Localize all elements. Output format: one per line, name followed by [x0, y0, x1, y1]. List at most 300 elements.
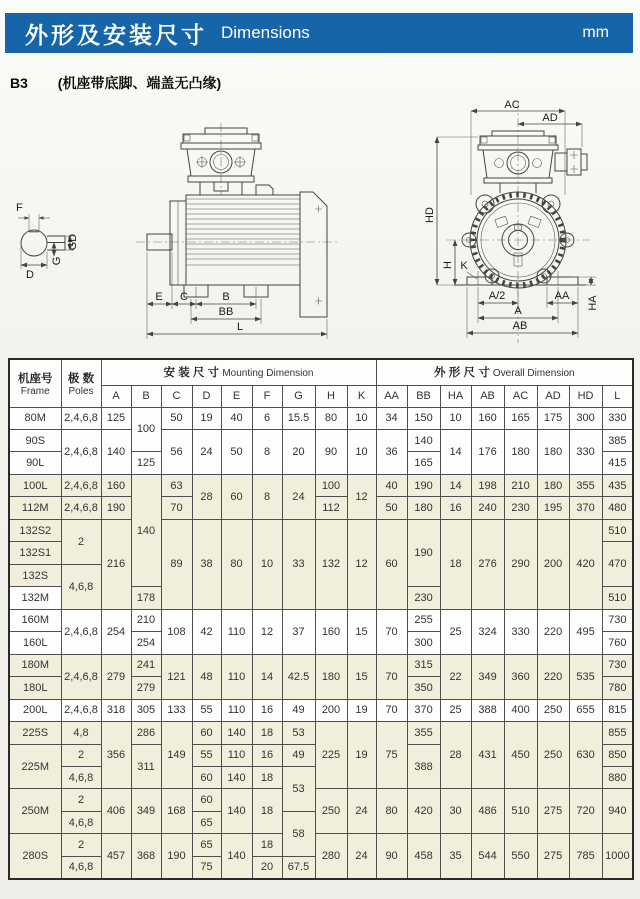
dim-cell: 2,4,6,8	[61, 474, 101, 496]
dim-cell: 110	[221, 744, 252, 766]
dim-label-b: B	[222, 291, 230, 303]
dim-cell: 50	[376, 497, 407, 519]
dim-cell: 132S1	[9, 542, 61, 564]
dim-cell: 730	[602, 654, 633, 676]
col-header-D: D	[192, 385, 221, 407]
dim-label-f: F	[16, 202, 23, 214]
dim-cell: 36	[376, 429, 407, 474]
dimensions-table	[8, 358, 634, 880]
dim-cell: 149	[161, 722, 192, 789]
dim-cell: 22	[440, 654, 471, 699]
mounting-type-subtitle	[10, 73, 221, 93]
dim-cell: 730	[602, 609, 633, 631]
dim-cell: 24	[347, 834, 376, 879]
dim-cell: 2	[61, 519, 101, 564]
dim-cell: 42	[192, 609, 221, 654]
col-header-BB: BB	[407, 385, 440, 407]
col-header-L: L	[602, 385, 633, 407]
dim-cell: 49	[282, 699, 315, 721]
dim-cell: 180	[537, 474, 569, 496]
dim-cell: 14	[252, 654, 282, 699]
group-header-overall: 外 形 尺 寸 Overall Dimension	[376, 359, 633, 385]
dim-cell: 279	[131, 677, 161, 699]
mounting-code: B3	[10, 75, 28, 91]
col-header-AD: AD	[537, 385, 569, 407]
dim-cell: 90	[315, 429, 347, 474]
dim-cell: 855	[602, 722, 633, 744]
dim-cell: 18	[252, 834, 282, 856]
dim-cell: 2	[61, 744, 101, 766]
dim-cell: 510	[504, 789, 537, 834]
dim-cell: 110	[221, 609, 252, 654]
dim-cell: 8	[252, 474, 282, 519]
dim-cell: 785	[569, 834, 602, 879]
dim-cell: 112M	[9, 497, 61, 519]
col-header-E: E	[221, 385, 252, 407]
dim-cell: 160	[101, 474, 131, 496]
col-header-K: K	[347, 385, 376, 407]
dim-cell: 495	[569, 609, 602, 654]
dim-cell: 2,4,6,8	[61, 497, 101, 519]
dim-cell: 2	[61, 834, 101, 856]
dim-label-ha: HA	[587, 295, 599, 311]
dim-cell: 225S	[9, 722, 61, 744]
dim-cell: 168	[161, 789, 192, 834]
dim-cell: 254	[131, 632, 161, 654]
dim-cell: 180	[407, 497, 440, 519]
dim-cell: 630	[569, 722, 602, 789]
dim-cell: 305	[131, 699, 161, 721]
dim-cell: 780	[602, 677, 633, 699]
dim-label-hd: HD	[424, 207, 436, 223]
dim-label-k: K	[460, 260, 468, 272]
dim-cell: 360	[504, 654, 537, 699]
dim-cell: 12	[347, 519, 376, 609]
dim-cell: 200	[315, 699, 347, 721]
dim-cell: 850	[602, 744, 633, 766]
dim-cell: 90S	[9, 429, 61, 451]
dim-cell: 431	[471, 722, 504, 789]
dim-cell: 70	[376, 609, 407, 654]
dim-cell: 70	[376, 654, 407, 699]
dim-cell: 190	[101, 497, 131, 519]
dim-cell: 406	[101, 789, 131, 834]
dim-cell: 4,6,8	[61, 856, 101, 879]
dim-cell: 125	[101, 407, 131, 429]
dim-cell: 15.5	[282, 407, 315, 429]
dim-cell: 56	[161, 429, 192, 474]
group-header-mounting: 安 装 尺 寸 Mounting Dimension	[101, 359, 376, 385]
dim-label-aa: AA	[554, 290, 570, 302]
table-row	[9, 407, 633, 429]
dim-cell: 480	[602, 497, 633, 519]
dim-cell: 165	[504, 407, 537, 429]
dim-cell: 100L	[9, 474, 61, 496]
dim-cell: 75	[192, 856, 221, 879]
col-header-F: F	[252, 385, 282, 407]
dim-cell: 315	[407, 654, 440, 676]
dim-cell: 65	[192, 811, 221, 833]
table-row	[9, 722, 633, 744]
dim-cell: 250	[537, 722, 569, 789]
dim-cell: 2,4,6,8	[61, 609, 101, 654]
dim-cell: 58	[282, 811, 315, 856]
table-row	[9, 654, 633, 676]
dim-label-a: A	[514, 305, 522, 317]
dim-cell: 89	[161, 519, 192, 609]
dim-cell: 14	[440, 429, 471, 474]
dim-label-l: L	[236, 321, 244, 333]
dim-cell: 350	[407, 677, 440, 699]
unit-label: mm	[582, 24, 609, 41]
dim-cell: 90	[376, 834, 407, 879]
table-row	[9, 474, 633, 496]
dim-cell: 140	[221, 789, 252, 834]
dim-cell: 355	[569, 474, 602, 496]
dim-cell: 457	[101, 834, 131, 879]
dim-label-e: E	[155, 291, 163, 303]
dim-cell: 67.5	[282, 856, 315, 879]
dim-cell: 240	[471, 497, 504, 519]
dim-cell: 349	[131, 789, 161, 834]
dim-cell: 420	[407, 789, 440, 834]
dim-cell: 311	[131, 744, 161, 789]
dim-cell: 250	[537, 699, 569, 721]
dim-cell: 110	[221, 699, 252, 721]
dim-cell: 150	[407, 407, 440, 429]
dim-label-ad: AD	[542, 112, 558, 124]
dim-cell: 535	[569, 654, 602, 699]
dim-cell: 2,4,6,8	[61, 407, 101, 429]
dim-cell: 290	[504, 519, 537, 609]
col-header-A: A	[101, 385, 131, 407]
table-row	[9, 834, 633, 856]
dim-cell: 220	[537, 609, 569, 654]
dim-cell: 19	[347, 722, 376, 789]
dim-cell: 230	[504, 497, 537, 519]
front-view-dimensions	[424, 99, 599, 338]
dim-label-c: C	[180, 291, 188, 303]
dim-cell: 80	[221, 519, 252, 609]
table-row	[9, 497, 633, 519]
dim-cell: 175	[537, 407, 569, 429]
dim-cell: 458	[407, 834, 440, 879]
dim-cell: 2,4,6,8	[61, 699, 101, 721]
dim-cell: 2,4,6,8	[61, 654, 101, 699]
dim-cell: 60	[221, 474, 252, 519]
table-row	[9, 609, 633, 631]
dim-cell: 140	[221, 834, 252, 879]
dim-cell: 24	[282, 474, 315, 519]
dim-cell: 10	[347, 429, 376, 474]
dim-cell: 100	[131, 407, 161, 452]
dim-cell: 70	[161, 497, 192, 519]
dim-cell: 80	[376, 789, 407, 834]
dim-cell: 140	[101, 429, 131, 474]
dim-cell: 2	[61, 789, 101, 811]
dim-cell: 60	[192, 789, 221, 811]
motor-front-view-drawing	[400, 95, 635, 350]
col-header-frame: 机座号 Frame	[9, 359, 61, 407]
dim-cell: 16	[252, 744, 282, 766]
dim-cell: 4,6,8	[61, 767, 101, 789]
dim-cell: 165	[407, 452, 440, 474]
col-header-G: G	[282, 385, 315, 407]
dim-cell: 275	[537, 789, 569, 834]
col-header-AC: AC	[504, 385, 537, 407]
dim-cell: 8	[252, 429, 282, 474]
dim-cell: 180	[537, 429, 569, 474]
dim-cell: 210	[504, 474, 537, 496]
col-header-AA: AA	[376, 385, 407, 407]
dim-cell: 180L	[9, 677, 61, 699]
dim-cell: 178	[131, 587, 161, 609]
dim-cell: 34	[376, 407, 407, 429]
dim-cell: 132M	[9, 587, 61, 609]
dim-cell: 370	[407, 699, 440, 721]
dim-cell: 55	[192, 744, 221, 766]
dim-cell: 10	[440, 407, 471, 429]
dim-cell: 60	[192, 722, 221, 744]
dim-cell: 370	[569, 497, 602, 519]
dim-cell: 180	[315, 654, 347, 699]
dim-cell: 40	[221, 407, 252, 429]
dim-cell: 225M	[9, 744, 61, 789]
dim-cell: 42.5	[282, 654, 315, 699]
motor-side-view-drawing	[10, 95, 365, 350]
dim-cell: 38	[192, 519, 221, 609]
dim-cell: 132S2	[9, 519, 61, 541]
dim-cell: 1000	[602, 834, 633, 879]
dim-cell: 330	[602, 407, 633, 429]
dim-cell: 210	[131, 609, 161, 631]
dim-cell: 140	[221, 722, 252, 744]
dim-cell: 132S	[9, 564, 61, 586]
col-header-poles: 极 数 Poles	[61, 359, 101, 407]
col-header-B: B	[131, 385, 161, 407]
dim-cell: 435	[602, 474, 633, 496]
dim-cell: 279	[101, 654, 131, 699]
dim-label-d: D	[26, 269, 34, 281]
dim-cell: 180	[504, 429, 537, 474]
dim-label-a-half: A/2	[488, 290, 506, 302]
dim-cell: 760	[602, 632, 633, 654]
dim-cell: 160	[315, 609, 347, 654]
dim-cell: 198	[471, 474, 504, 496]
dim-cell: 190	[407, 519, 440, 586]
dim-cell: 4,6,8	[61, 811, 101, 833]
dim-cell: 225	[315, 722, 347, 789]
dim-cell: 160L	[9, 632, 61, 654]
motor-side-body	[136, 123, 340, 317]
dim-cell: 28	[440, 722, 471, 789]
dim-cell: 318	[101, 699, 131, 721]
dim-cell: 330	[569, 429, 602, 474]
dim-cell: 140	[407, 429, 440, 451]
dim-cell: 18	[252, 722, 282, 744]
dim-cell: 10	[252, 519, 282, 609]
dim-cell: 132	[315, 519, 347, 609]
dim-cell: 388	[471, 699, 504, 721]
dim-cell: 385	[602, 429, 633, 451]
dim-cell: 133	[161, 699, 192, 721]
table-row	[9, 429, 633, 451]
dim-cell: 12	[347, 474, 376, 519]
col-header-C: C	[161, 385, 192, 407]
dim-cell: 200L	[9, 699, 61, 721]
dim-cell: 16	[440, 497, 471, 519]
dim-cell: 368	[131, 834, 161, 879]
dim-cell: 160M	[9, 609, 61, 631]
dim-cell: 388	[407, 744, 440, 789]
dim-cell: 65	[192, 834, 221, 856]
dim-cell: 63	[161, 474, 192, 496]
col-header-AB: AB	[471, 385, 504, 407]
dim-cell: 16	[252, 699, 282, 721]
dim-cell: 510	[602, 519, 633, 541]
dim-cell: 49	[282, 744, 315, 766]
dim-cell: 300	[569, 407, 602, 429]
dim-cell: 450	[504, 722, 537, 789]
dim-cell: 200	[537, 519, 569, 609]
dim-cell: 216	[101, 519, 131, 609]
dim-cell: 2,4,6,8	[61, 429, 101, 474]
dim-cell: 190	[161, 834, 192, 879]
dim-cell: 195	[537, 497, 569, 519]
dim-cell: 550	[504, 834, 537, 879]
title-bar	[5, 13, 633, 53]
dim-cell: 160	[471, 407, 504, 429]
shaft-key-detail	[16, 202, 79, 281]
dim-cell: 176	[471, 429, 504, 474]
dim-cell: 19	[192, 407, 221, 429]
dim-cell: 121	[161, 654, 192, 699]
dim-cell: 280S	[9, 834, 61, 879]
col-header-H: H	[315, 385, 347, 407]
dim-cell: 415	[602, 452, 633, 474]
dim-cell: 20	[252, 856, 282, 879]
dim-cell: 90L	[9, 452, 61, 474]
dim-label-gd: GD	[67, 233, 79, 251]
dim-cell: 250	[315, 789, 347, 834]
dim-cell: 28	[192, 474, 221, 519]
dim-cell: 510	[602, 587, 633, 609]
dim-cell: 70	[376, 699, 407, 721]
dim-cell: 6	[252, 407, 282, 429]
dim-label-ac: AC	[504, 99, 520, 111]
dim-cell: 20	[282, 429, 315, 474]
dim-cell: 24	[192, 429, 221, 474]
dim-cell: 12	[252, 609, 282, 654]
dim-cell: 324	[471, 609, 504, 654]
dim-cell: 4,6,8	[61, 564, 101, 609]
dim-cell: 276	[471, 519, 504, 609]
dim-cell: 75	[376, 722, 407, 789]
table-row	[9, 519, 633, 541]
dim-cell: 355	[407, 722, 440, 744]
dim-cell: 140	[131, 474, 161, 586]
dim-cell: 40	[376, 474, 407, 496]
dim-cell: 14	[440, 474, 471, 496]
dim-label-ab: AB	[512, 320, 528, 332]
dim-cell: 53	[282, 722, 315, 744]
dim-cell: 112	[315, 497, 347, 519]
dim-label-bb: BB	[218, 306, 234, 318]
dim-cell: 19	[347, 699, 376, 721]
dim-cell: 300	[407, 632, 440, 654]
dim-cell: 60	[376, 519, 407, 609]
dim-cell: 255	[407, 609, 440, 631]
dim-cell: 470	[602, 542, 633, 587]
dim-cell: 108	[161, 609, 192, 654]
dim-cell: 55	[192, 699, 221, 721]
dim-cell: 15	[347, 654, 376, 699]
dim-cell: 655	[569, 699, 602, 721]
dim-cell: 25	[440, 609, 471, 654]
dim-cell: 80	[315, 407, 347, 429]
dim-cell: 349	[471, 654, 504, 699]
dim-label-g: G	[51, 256, 63, 266]
dim-cell: 30	[440, 789, 471, 834]
dim-cell: 241	[131, 654, 161, 676]
dim-cell: 18	[252, 789, 282, 834]
dim-cell: 420	[569, 519, 602, 609]
dim-cell: 286	[131, 722, 161, 744]
dim-cell: 880	[602, 767, 633, 789]
dim-cell: 4,8	[61, 722, 101, 744]
dim-cell: 60	[192, 767, 221, 789]
col-header-HD: HD	[569, 385, 602, 407]
dim-cell: 80M	[9, 407, 61, 429]
dim-cell: 486	[471, 789, 504, 834]
dim-cell: 18	[440, 519, 471, 609]
dim-label-h: H	[442, 261, 454, 269]
dim-cell: 33	[282, 519, 315, 609]
dim-cell: 37	[282, 609, 315, 654]
dim-cell: 230	[407, 587, 440, 609]
dim-cell: 18	[252, 767, 282, 789]
dim-cell: 100	[315, 474, 347, 496]
col-header-HA: HA	[440, 385, 471, 407]
dim-cell: 275	[537, 834, 569, 879]
dim-cell: 280	[315, 834, 347, 879]
dim-cell: 180M	[9, 654, 61, 676]
dim-cell: 190	[407, 474, 440, 496]
dim-cell: 50	[161, 407, 192, 429]
mounting-description: (机座带底脚、端盖无凸缘)	[57, 75, 222, 91]
dim-cell: 940	[602, 789, 633, 834]
dim-cell: 254	[101, 609, 131, 654]
page-title-cn: 外形及安装尺寸	[25, 21, 207, 48]
dim-cell: 50	[221, 429, 252, 474]
table-row	[9, 699, 633, 721]
page-title-en: Dimensions	[221, 23, 310, 42]
dim-cell: 544	[471, 834, 504, 879]
dim-cell: 15	[347, 609, 376, 654]
dim-cell: 25	[440, 699, 471, 721]
dim-cell: 720	[569, 789, 602, 834]
dim-cell: 815	[602, 699, 633, 721]
dim-cell: 35	[440, 834, 471, 879]
dim-cell: 400	[504, 699, 537, 721]
dim-cell: 140	[221, 767, 252, 789]
dim-cell: 53	[282, 767, 315, 812]
dim-cell: 356	[101, 722, 131, 789]
dim-cell: 24	[347, 789, 376, 834]
dim-cell: 125	[131, 452, 161, 474]
dim-cell: 10	[347, 407, 376, 429]
dim-cell: 250M	[9, 789, 61, 834]
